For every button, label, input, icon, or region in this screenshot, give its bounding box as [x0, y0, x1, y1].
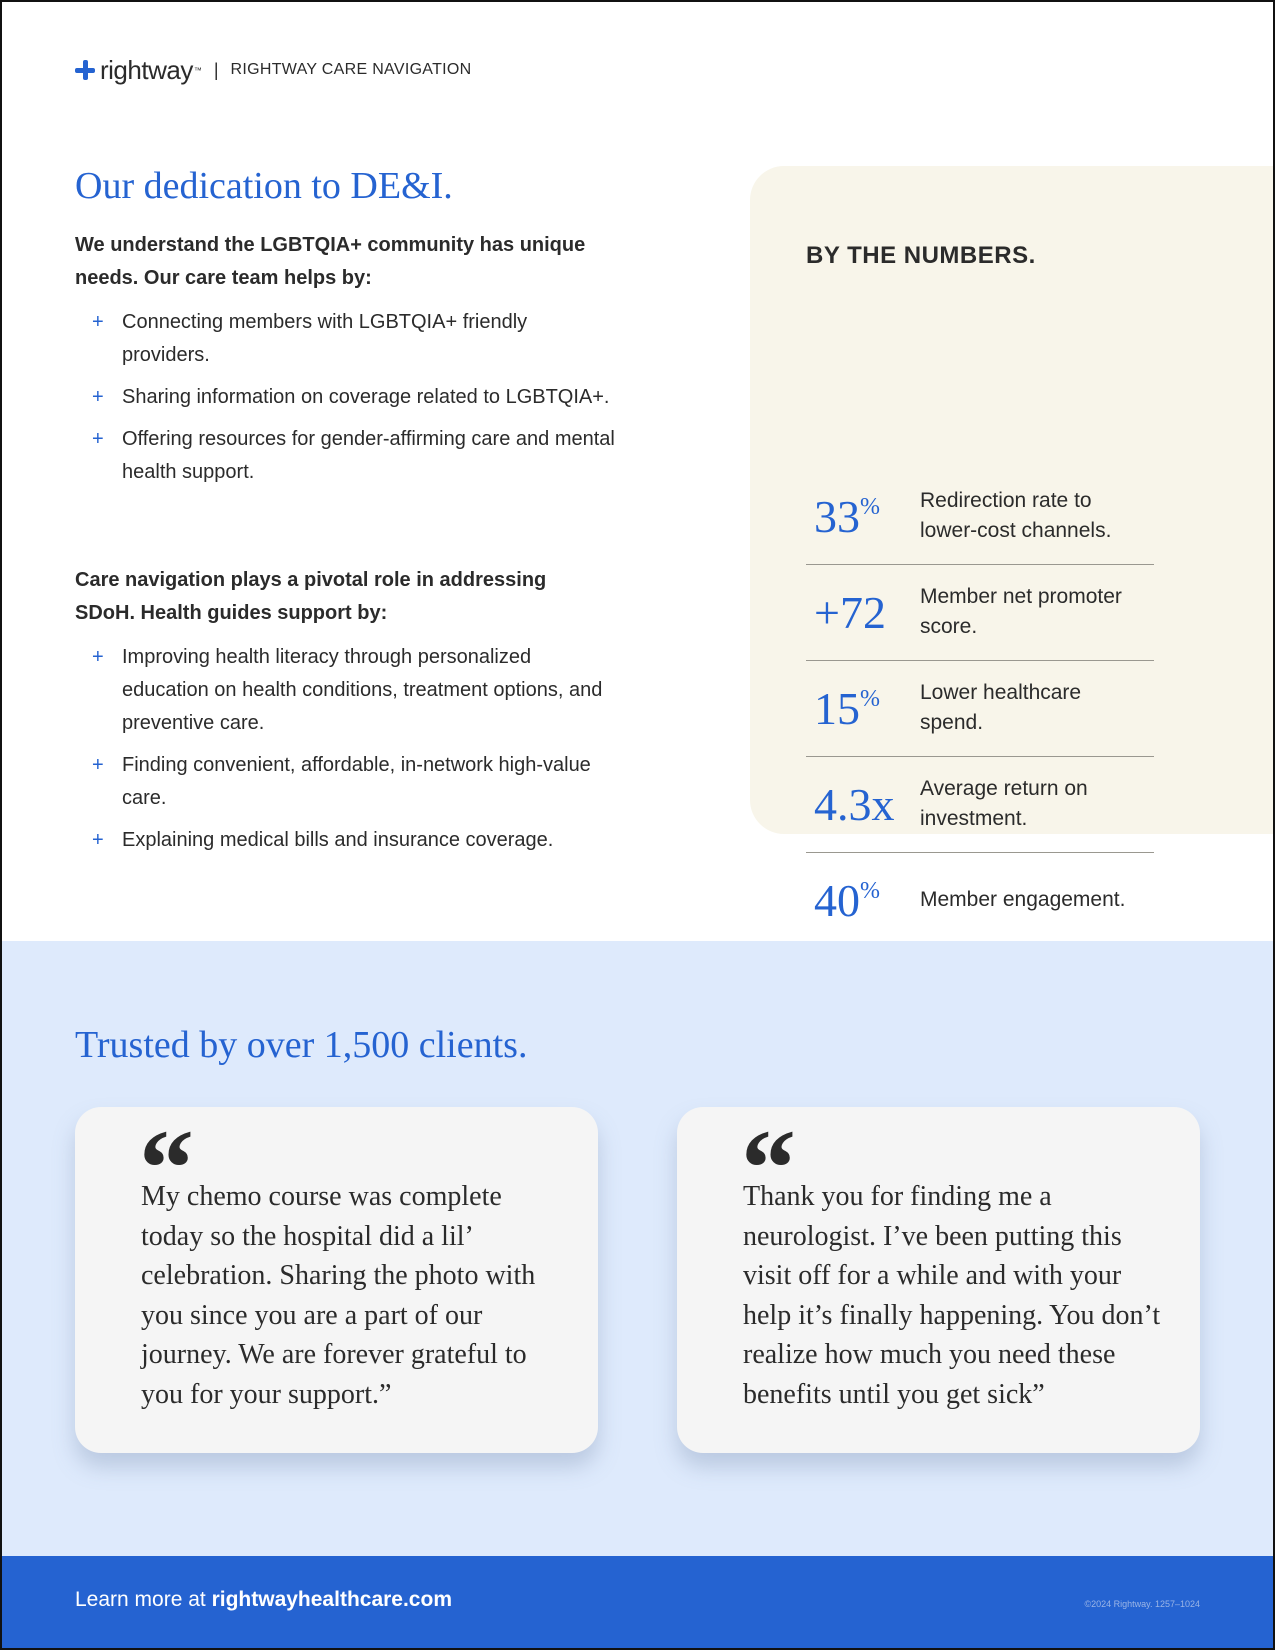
lgbtqia-bullet-list: [75, 306, 615, 498]
testimonials-section: [0, 941, 1275, 1556]
stat-label: Average return on investment.: [920, 777, 1088, 830]
page-title: Our dedication to DE&I.: [75, 165, 453, 207]
logo-trademark: ™: [193, 65, 202, 75]
list-item: + Improving health literacy through personalized education on health conditions, treatment options, and preventive care.: [75, 641, 615, 740]
list-item: + Connecting members with LGBTQIA+ friendly providers.: [75, 306, 615, 372]
rightway-logo: [75, 55, 202, 86]
list-item: + Offering resources for gender-affirming care and mental health support.: [75, 423, 615, 489]
testimonials-title: Trusted by over 1,500 clients.: [75, 1024, 528, 1066]
lgbtqia-intro: We understand the LGBTQIA+ community has unique needs. Our care team helps by:: [75, 234, 586, 289]
quote-icon: “: [741, 1107, 796, 1229]
testimonial-card: [677, 1107, 1200, 1453]
plus-icon: +: [92, 386, 104, 408]
stat-row: [806, 468, 1154, 565]
stats-heading: BY THE NUMBERS.: [806, 242, 1036, 269]
quote-icon: “: [139, 1107, 194, 1229]
stat-row: [806, 564, 1154, 661]
stat-row: [806, 852, 1154, 948]
testimonial-card: [75, 1107, 598, 1453]
header: [75, 54, 472, 86]
stat-label: Member net promoter score.: [920, 585, 1122, 638]
sdoh-intro: Care navigation plays a pivotal role in addressing SDoH. Health guides support by:: [75, 569, 547, 624]
logo-wordmark: rightway: [100, 54, 193, 85]
website-link[interactable]: rightwayhealthcare.com: [211, 1588, 452, 1611]
stat-value: +72: [814, 586, 886, 638]
footer-cta: Learn more at rightwayhealthcare.com: [75, 1588, 452, 1611]
list-item: + Explaining medical bills and insurance coverage.: [75, 824, 615, 857]
copyright-text: ©2024 Rightway. 1257–1024: [1084, 1599, 1200, 1609]
stat-label: Redirection rate to lower-cost channels.: [920, 489, 1112, 542]
plus-icon: +: [92, 754, 104, 776]
stats-panel: [750, 166, 1275, 926]
sdoh-bullet-list: [75, 641, 615, 866]
stat-row: [806, 756, 1154, 853]
header-separator: |: [213, 59, 219, 80]
stat-row: [806, 660, 1154, 757]
plus-logo-icon: [75, 60, 95, 80]
stat-label: Member engagement.: [920, 888, 1126, 911]
plus-icon: +: [92, 829, 104, 851]
stat-value: 33%: [814, 490, 880, 542]
testimonial-quote: Thank you for finding me a neurologist. I’ve been putting this visit off for a while and with your help it’s finally happening. You don’t realize how much you need these benefits until you get sick”: [743, 1181, 1161, 1410]
plus-icon: +: [92, 311, 104, 333]
plus-icon: +: [92, 646, 104, 668]
footer: [0, 1556, 1275, 1650]
stat-value: 4.3x: [814, 778, 895, 830]
plus-icon: +: [92, 428, 104, 450]
list-item: + Finding convenient, affordable, in-network high-value care.: [75, 749, 615, 815]
stat-value: 15%: [814, 682, 880, 734]
stat-value: 40%: [814, 874, 880, 926]
header-tagline: RIGHTWAY CARE NAVIGATION: [230, 61, 472, 78]
list-item: + Sharing information on coverage related to LGBTQIA+.: [75, 381, 615, 414]
testimonial-quote: My chemo course was complete today so the hospital did a lil’ celebration. Sharing the photo with you since you are a part of our journey. We are forever grateful to you for your support.”: [141, 1181, 536, 1410]
stat-label: Lower healthcare spend.: [920, 681, 1082, 734]
